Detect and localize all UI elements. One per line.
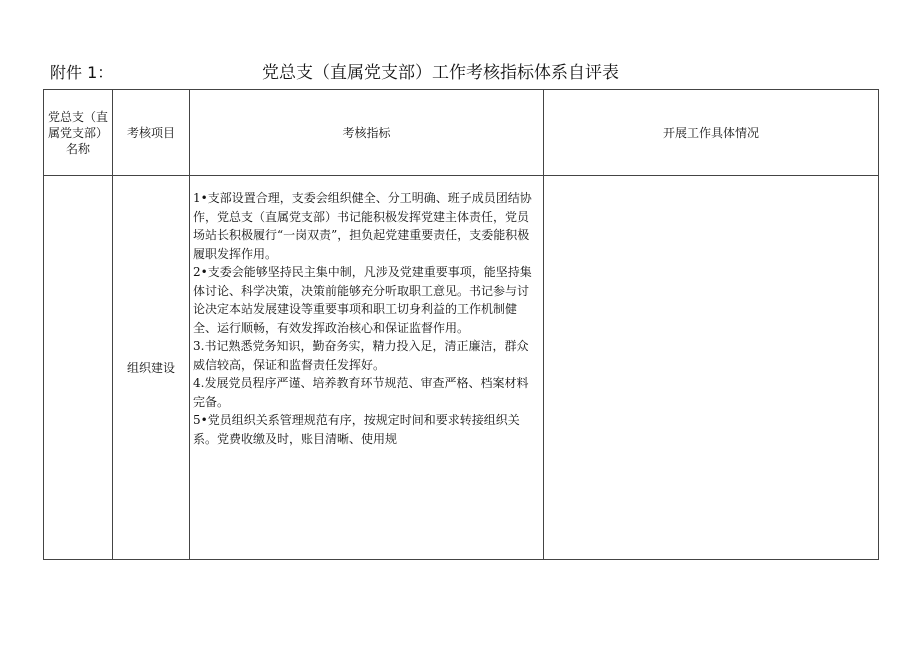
self-evaluation-table xyxy=(43,89,879,560)
work-situation-cell[interactable] xyxy=(544,176,879,560)
indicator-4: 4.发展党员程序严谨、培养教育环节规范、审查严格、档案材料完备。 xyxy=(193,376,529,409)
indicator-3: 3.书记熟悉党务知识，勤奋务实，精力投入足，清正廉洁，群众威信较高，保证和监督责任发挥好。 xyxy=(193,339,529,372)
form-title: 党总支（直属党支部）工作考核指标体系自评表 xyxy=(262,63,619,83)
attachment-label: 附件 1： xyxy=(50,63,114,82)
branch-name-cell[interactable] xyxy=(44,176,113,560)
indicator-2: 2•支委会能够坚持民主集中制，凡涉及党建重要事项，能坚持集体讨论、科学决策，决策前能够充分听取职工意见。书记参与讨论决定本站发展建设等重要事项和职工切身利益的工作机制健全、运行顺畅，有效发挥政治核心和保证监督作用。 xyxy=(193,265,532,335)
table-row xyxy=(44,176,879,560)
header-work-situation: 开展工作具体情况 xyxy=(544,90,879,176)
assessment-item-cell: 组织建设 xyxy=(113,176,190,560)
header-assessment-item: 考核项目 xyxy=(113,90,190,176)
table-header-row xyxy=(44,90,879,176)
header-assessment-indicator: 考核指标 xyxy=(190,90,544,176)
indicator-1: 1•支部设置合理，支委会组织健全、分工明确、班子成员团结协作，党总支（直属党支部）书记能积极发挥党建主体责任，党员场站长积极履行“一岗双责”，担负起党建重要责任，支委能积极履职发挥作用。 xyxy=(193,191,532,261)
header-branch-name: 党总支（直属党支部）名称 xyxy=(44,90,113,176)
indicator-5: 5•党员组织关系管理规范有序，按规定时间和要求转接组织关系。党费收缴及时，账目清晰、使用规 xyxy=(193,413,520,446)
assessment-indicator-cell xyxy=(190,176,544,560)
